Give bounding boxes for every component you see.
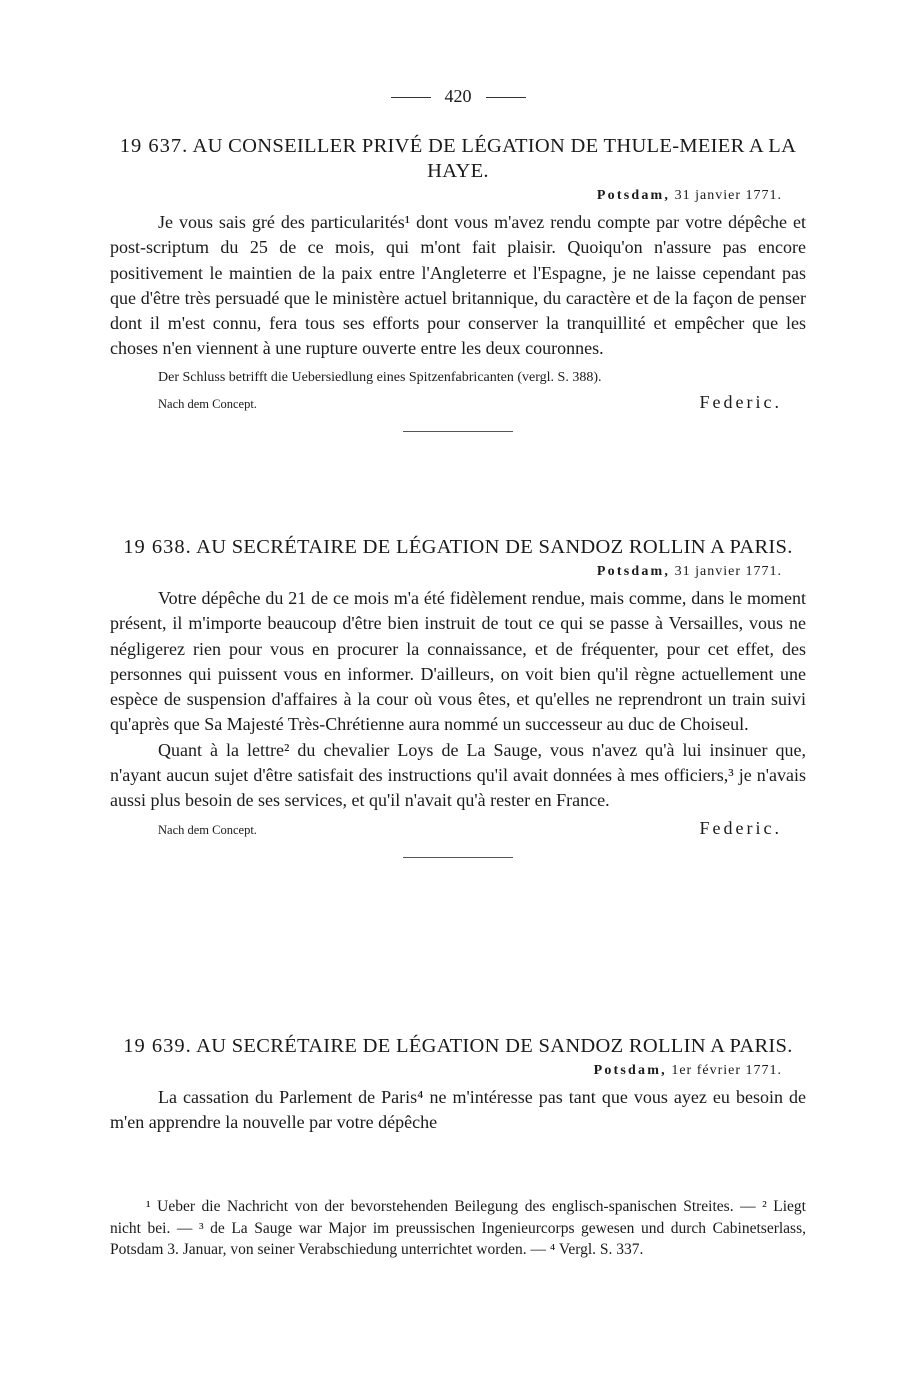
letter-signature: Federic. [699,817,782,838]
footnotes-text: ¹ Ueber die Nachricht von der bevorstehenden Beilegung des englisch-spanischen Streites. — ² Liegt nicht bei. — ³ de La Sauge war Major im preussischen Ingenieurcorps gewesen und durch Cabinetserlass, Potsdam 3. Januar, von seiner Verabschiedung unterrichtet worden. — ⁴ Vergl. S. 337. [110,1198,806,1258]
footnotes [110,1196,806,1261]
concept-source: Nach dem Concept. [158,822,257,837]
letter-19639 [110,1034,806,1136]
letter-place-date [110,188,806,204]
letter-paragraph: Je vous sais gré des particularités¹ dont vous m'avez rendu compte par votre dépêche et post-scriptum du 25 de ce mois, qui m'ont fait plaisir. Quoiqu'on n'assure pas encore positivement le maintien de la paix entre l'Angleterre et l'Espagne, je ne laisse cependant pas que d'être très persuadé que le ministère actuel britannique, du caractère et de la façon de penser dont il m'est connu, fera tous ses efforts pour conserver la tranquillité et empêcher que les choses n'en viennent à une rupture ouverte entre les deux couronnes. [110,212,806,359]
letter-signature: Federic. [699,391,782,412]
letter-heading [110,1034,806,1059]
letter-heading [110,134,806,184]
letter-closing [110,392,806,413]
letter-19637 [110,134,806,432]
section-divider [403,431,513,432]
page-number-line [110,86,806,107]
concept-source: Nach dem Concept. [158,396,257,411]
section-divider [403,857,513,858]
letter-place-date [110,564,806,580]
letter-place: Potsdam, [596,564,671,579]
letter-number: 19 637. [119,135,189,157]
letter-19638 [110,535,806,858]
letter-date: 31 janvier 1771. [674,188,782,203]
letter-body [110,586,806,814]
page-number-rule-left [391,97,431,98]
letter-place: Potsdam, [596,188,671,203]
letter-paragraph: Votre dépêche du 21 de ce mois m'a été fidèlement rendue, mais comme, dans le moment présent, il m'importe beaucoup d'être bien instruit de tout ce qui se passe à Versailles, vous ne négligerez rien pour vous en procurer la connaissance, et de fréquenter, pour cet effet, des personnes qui puissent vous en informer. D'ailleurs, on voit bien qu'il règne actuellement une espèce de suspension d'affaires à la cour où vous êtes, et qu'elles ne reprendront un train suivi qu'après que Sa Majesté Très-Chrétienne aura nommé un successeur au duc de Choiseul. [110,588,806,735]
letter-heading [110,535,806,560]
letter-title: AU CONSEILLER PRIVÉ DE LÉGATION DE THULE-MEIER A LA HAYE. [192,135,797,182]
letter-title: AU SECRÉTAIRE DE LÉGATION DE SANDOZ ROLLIN A PARIS. [196,1035,793,1057]
letter-closing [110,818,806,839]
page-number-rule-right [486,97,526,98]
letter-paragraph: La cassation du Parlement de Paris⁴ ne m'intéresse pas tant que vous ayez eu besoin de m'en apprendre la nouvelle par votre dépêche [110,1087,806,1133]
letter-place: Potsdam, [593,1063,667,1078]
letter-body [110,1085,806,1136]
letter-number: 19 638. [123,536,192,558]
letter-place-date [110,1063,806,1079]
letter-date: 1er février 1771. [671,1063,782,1078]
letter-date: 31 janvier 1771. [674,564,782,579]
letter-paragraph: Quant à la lettre² du chevalier Loys de La Sauge, vous n'avez qu'à lui insinuer que, n'ayant aucun sujet d'être satisfait des instructions qu'il avait données à mes officiers,³ je n'avais aussi plus besoin de ses services, et qu'il n'avait qu'à rester en France. [110,739,806,811]
letter-editor-note: Der Schluss betrifft die Uebersiedlung eines Spitzenfabricanten (vergl. S. 388). [158,369,602,385]
letter-body [110,210,806,362]
letter-title: AU SECRÉTAIRE DE LÉGATION DE SANDOZ ROLLIN A PARIS. [196,536,793,558]
letter-number: 19 639. [123,1035,192,1057]
page-number: 420 [444,86,472,106]
